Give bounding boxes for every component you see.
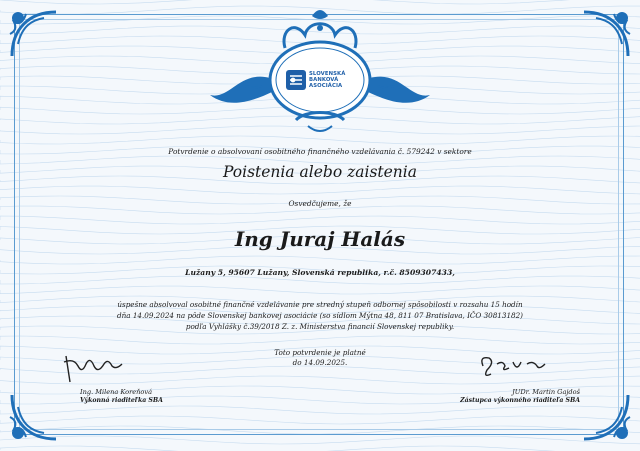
- corner-ornament-icon: [4, 387, 64, 447]
- sba-logo-text: [309, 71, 345, 89]
- sba-logo: [286, 66, 356, 94]
- guilloche-wave: [0, 436, 640, 444]
- holder-address: Lužany 5, 95607 Lužany, Slovenská republika, r.č. 8509307433,: [185, 268, 455, 277]
- signature-block-right: [445, 352, 605, 404]
- certificate-intro: Potvrdenie o absolvovaní osobitného finančného vzdelávania č. 579242 v sektore: [168, 147, 472, 156]
- validity-line: Toto potvrdenie je platné: [274, 348, 366, 357]
- corner-ornament-icon: [576, 4, 636, 64]
- handwritten-signature-icon: [475, 352, 555, 388]
- body-line: dňa 14.09.2024 na pôde Slovenskej bankovej asociácie (so sídlom Mýtna 48, 811 07 Bratislava, IČO 30813182): [117, 311, 523, 320]
- certificate-sector: Poistenia alebo zaistenia: [222, 163, 417, 181]
- signatory-name: Ing. Milena Koreňová: [80, 388, 153, 396]
- signatory-name: JUDr. Martin Gajdoš: [512, 388, 580, 396]
- handwritten-signature-icon: [60, 352, 140, 388]
- body-line: podľa Vyhlášky č.39/2018 Z. z. Ministerstva financií Slovenskej republiky.: [185, 322, 455, 331]
- signatory-role: Výkonná riaditeľka SBA: [80, 397, 163, 404]
- signatory-role: Zástupca výkonného riaditeľa SBA: [460, 397, 580, 404]
- validity-line: do 14.09.2025.: [292, 358, 348, 367]
- body-line: úspešne absolvoval osobitné finančné vzdelávanie pre stredný stupeň odbornej spôsobilosti v rozsahu 15 hodín: [117, 300, 523, 309]
- guilloche-wave: [0, 446, 640, 451]
- holder-name: Ing Juraj Halás: [234, 227, 406, 251]
- corner-ornament-icon: [4, 4, 64, 64]
- certificate-body: [0, 299, 640, 332]
- logo-line: BANKOVÁ: [309, 77, 339, 83]
- logo-line: SLOVENSKÁ: [309, 71, 346, 77]
- attest-text: Osvedčujeme, že: [288, 199, 352, 208]
- signature-block-left: [60, 352, 220, 404]
- logo-line: ASOCIÁCIA: [309, 83, 343, 89]
- sba-logo-icon: [286, 70, 306, 90]
